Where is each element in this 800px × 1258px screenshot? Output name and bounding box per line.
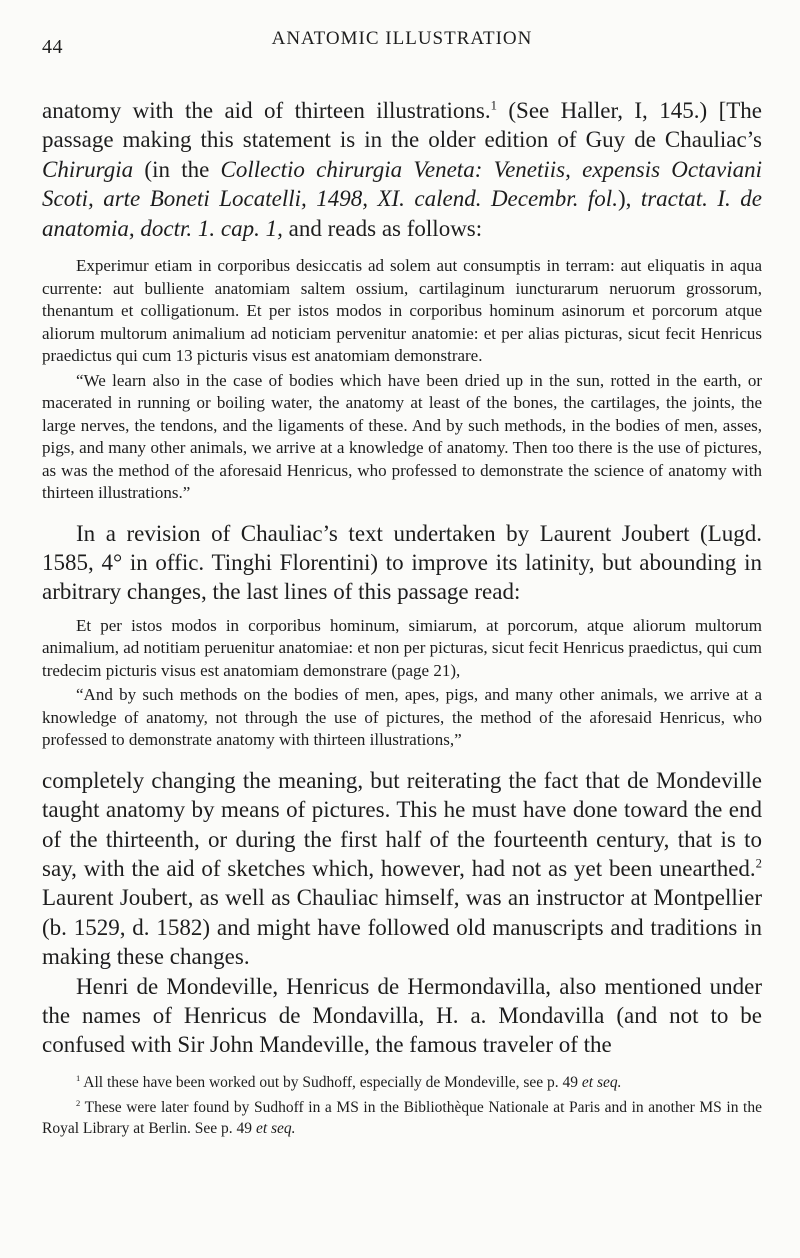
paragraph-1-part-a: anatomy with the aid of thirteen illustrations. [42,98,491,123]
paragraph-1-part-d: ), [617,186,641,212]
title-collectio: Collectio chirurgia Veneta: Venetiis, expensis Octaviani Scoti, arte Boneti Locatelli, 1498, XI. calend. Decembr. fol. [42,156,762,212]
footnotes [42,1072,762,1139]
paragraph-3-part-b: Laurent Joubert, as well as Chauliac himself, was an instructor at Montpellier (b. 1529, d. 1582) and might have followed old manuscripts and traditions in making these changes. [42,885,762,970]
paragraph-1-part-e: and reads as follows: [282,215,483,241]
page-number: 44 [42,36,63,58]
footnote-marker-2: 2 [755,856,762,871]
footnote-2-italic: et seq. [255,1119,296,1137]
footnote-marker-1: 1 [490,98,497,113]
paragraph-1-part-c: (in the [133,156,221,182]
paragraph-1 [42,96,762,243]
paragraph-1-part-b: (See Haller, I, 145.) [The passage making this statement is in the older edition of Guy de Chauliac’s [42,98,762,153]
paragraph-3-part-a: completely changing the meaning, but reiterating the fact that de Mondeville taught anatomy by means of pictures. This he must have done toward the end of the thirteenth, or during the first half of the fourteenth century, that is to say, with the aid of sketches which, however, had not as yet been unearthed. [42,767,762,881]
quotation-block-1 [42,255,762,505]
running-header [42,26,762,66]
footnote-1-text: All these have been worked out by Sudhoff, especially de Mondeville, see p. 49 [80,1073,582,1091]
footnote-1 [42,1072,762,1093]
title-chirurgia: Chirurgia [42,156,134,182]
footnote-2-text: These were later found by Sudhoff in a MS in the Bibliothèque Nationale at Paris and in another MS in the Royal Library at Berlin. See p. 49 [42,1098,762,1137]
latin-quote-2: Et per istos modos in corporibus hominum, simiarum, at porcorum, atque aliorum multorum animalium, ad notitiam peruenitur anatomiae: et non per picturas, sicut fecit Henricus praedictus, qui cum tredecim picturis visus est anatomiam demonstrare (page 21), [42,615,762,680]
paragraph-2: In a revision of Chauliac’s text undertaken by Laurent Joubert (Lugd. 1585, 4° in offic. Tinghi Florentini) to improve its latinity, but abounding in arbitrary changes, the last lines of this passage read: [42,520,762,605]
footnote-2 [42,1097,762,1139]
citation-tractat: tractat. I. de anatomia, doctr. 1. cap. 1, [42,186,762,241]
paragraph-4: Henri de Mondeville, Henricus de Hermondavilla, also mentioned under the names of Henricus de Mondavilla, H. a. Mondavilla (and not to be confused with Sir John Mandeville, the famous traveler of the [42,973,762,1058]
english-translation-1: “We learn also in the case of bodies which have been dried up in the sun, rotted in the earth, or macerated in running or boiling water, the anatomy at least of the bones, the cartilages, the joints, the large nerves, the tendons, and the ligaments of these. And by such methods, in the bodies of men, asses, pigs, and many other animals, we arrive at a knowledge of anatomy. Then too there is the use of pictures, as was the method of the aforesaid Henricus, who professed to demonstrate the science of anatomy with thirteen illustrations.” [42,370,762,503]
quotation-block-2 [42,615,762,752]
footnote-1-mark: 1 [76,1072,81,1083]
paragraph-3 [42,766,762,972]
running-title: ANATOMIC ILLUSTRATION [271,28,533,49]
english-translation-2: “And by such methods on the bodies of men, apes, pigs, and many other animals, we arrive at a knowledge of anatomy, not through the use of pictures, the method of the aforesaid Henricus, who professed to demonstrate anatomy with thirteen illustrations,” [42,685,762,750]
latin-quote-1: Experimur etiam in corporibus desiccatis ad solem aut consumptis in terram: aut eliquatis in aqua currente: aut bulliente anatomiam saltem ossium, cartilaginum iuncturarum neruorum grossorum, thenantum et colligationum. Et per istos modos in corporibus hominum asinorum et porcorum atque aliorum multorum animalium ad noticiam pervenitur anatomie: et per alias picturas, sicut fecit Henricus praedictus qui cum 13 picturis visus est anatomiam demonstrare. [42,256,762,366]
footnote-2-mark: 2 [76,1097,81,1108]
footnote-1-italic: et seq. [581,1073,622,1091]
